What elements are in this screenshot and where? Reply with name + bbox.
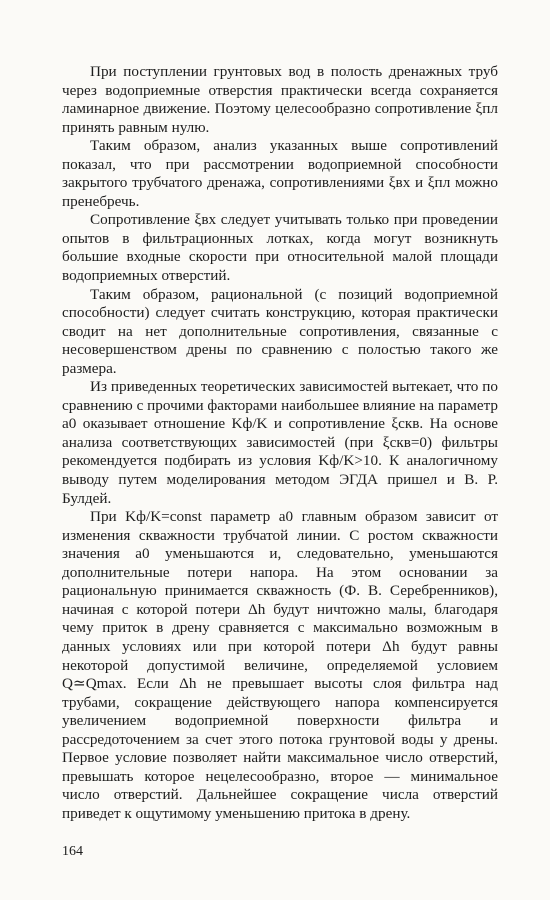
paragraph-3: Сопротивление ξвх следует учитывать только при проведении опытов в фильтрационных лотках, когда могут возникнуть большие входные скорости при относительной малой площади водоприемных отверстий. xyxy=(62,211,498,285)
paragraph-1: При поступлении грунтовых вод в полость дренажных труб через водоприемные отверстия практически всегда сохраняется ламинарное движение. Поэтому целесообразно сопротивление ξпл принять равным нулю. xyxy=(62,63,498,136)
body-text xyxy=(62,63,498,823)
paragraph-6: При Kф/K=const параметр a0 главным образом зависит от изменения скважности трубчатой линии. С ростом скважности значения a0 уменьшаются и, следовательно, уменьшаются дополнительные потери напора. На этом основании за рациональную принимается скважность (Ф. В. Серебренников), начиная с которой потери Δh будут ничтожно малы, благодаря чему приток в дрену сравняется с максимально возможным в данных условиях или при которой потери Δh будут равны некоторой допустимой величине, определяемой условием Q≃Qmax. Если Δh не превышает высоты слоя фильтра над трубами, сокращение действующего напора компенсируется увеличением водоприемной поверхности фильтра и рассредоточением за счет этого потока грунтовой воды у дрены. Первое условие позволяет найти максимальное число отверстий, превышать которое нецелесообразно, второе — минимальное число отверстий. Дальнейшее сокращение числа отверстий приведет к ощутимому уменьшению притока в дрену. xyxy=(62,508,498,822)
paragraph-2: Таким образом, анализ указанных выше сопротивлений показал, что при рассмотрении водоприемной способности закрытого трубчатого дренажа, сопротивлениями ξвх и ξпл можно пренебречь. xyxy=(62,137,498,210)
paragraph-4: Таким образом, рациональной (с позиций водоприемной способности) следует считать конструкцию, которая практически сводит на нет дополнительные сопротивления, связанные с несовершенством дрены по сравнению с полостью такого же размера. xyxy=(62,285,498,377)
paragraph-5: Из приведенных теоретических зависимостей вытекает, что по сравнению с прочими факторами наибольшее влияние на параметр a0 оказывает отношение Kф/K и сопротивление ξскв. На основе анализа соответствующих зависимостей (при ξскв=0) фильтры рекомендуется подбирать из условия Kф/K>10. К аналогичному выводу путем моделирования методом ЭГДА пришел и В. Р. Булдей. xyxy=(62,378,498,507)
page-number: 164 xyxy=(62,844,83,859)
